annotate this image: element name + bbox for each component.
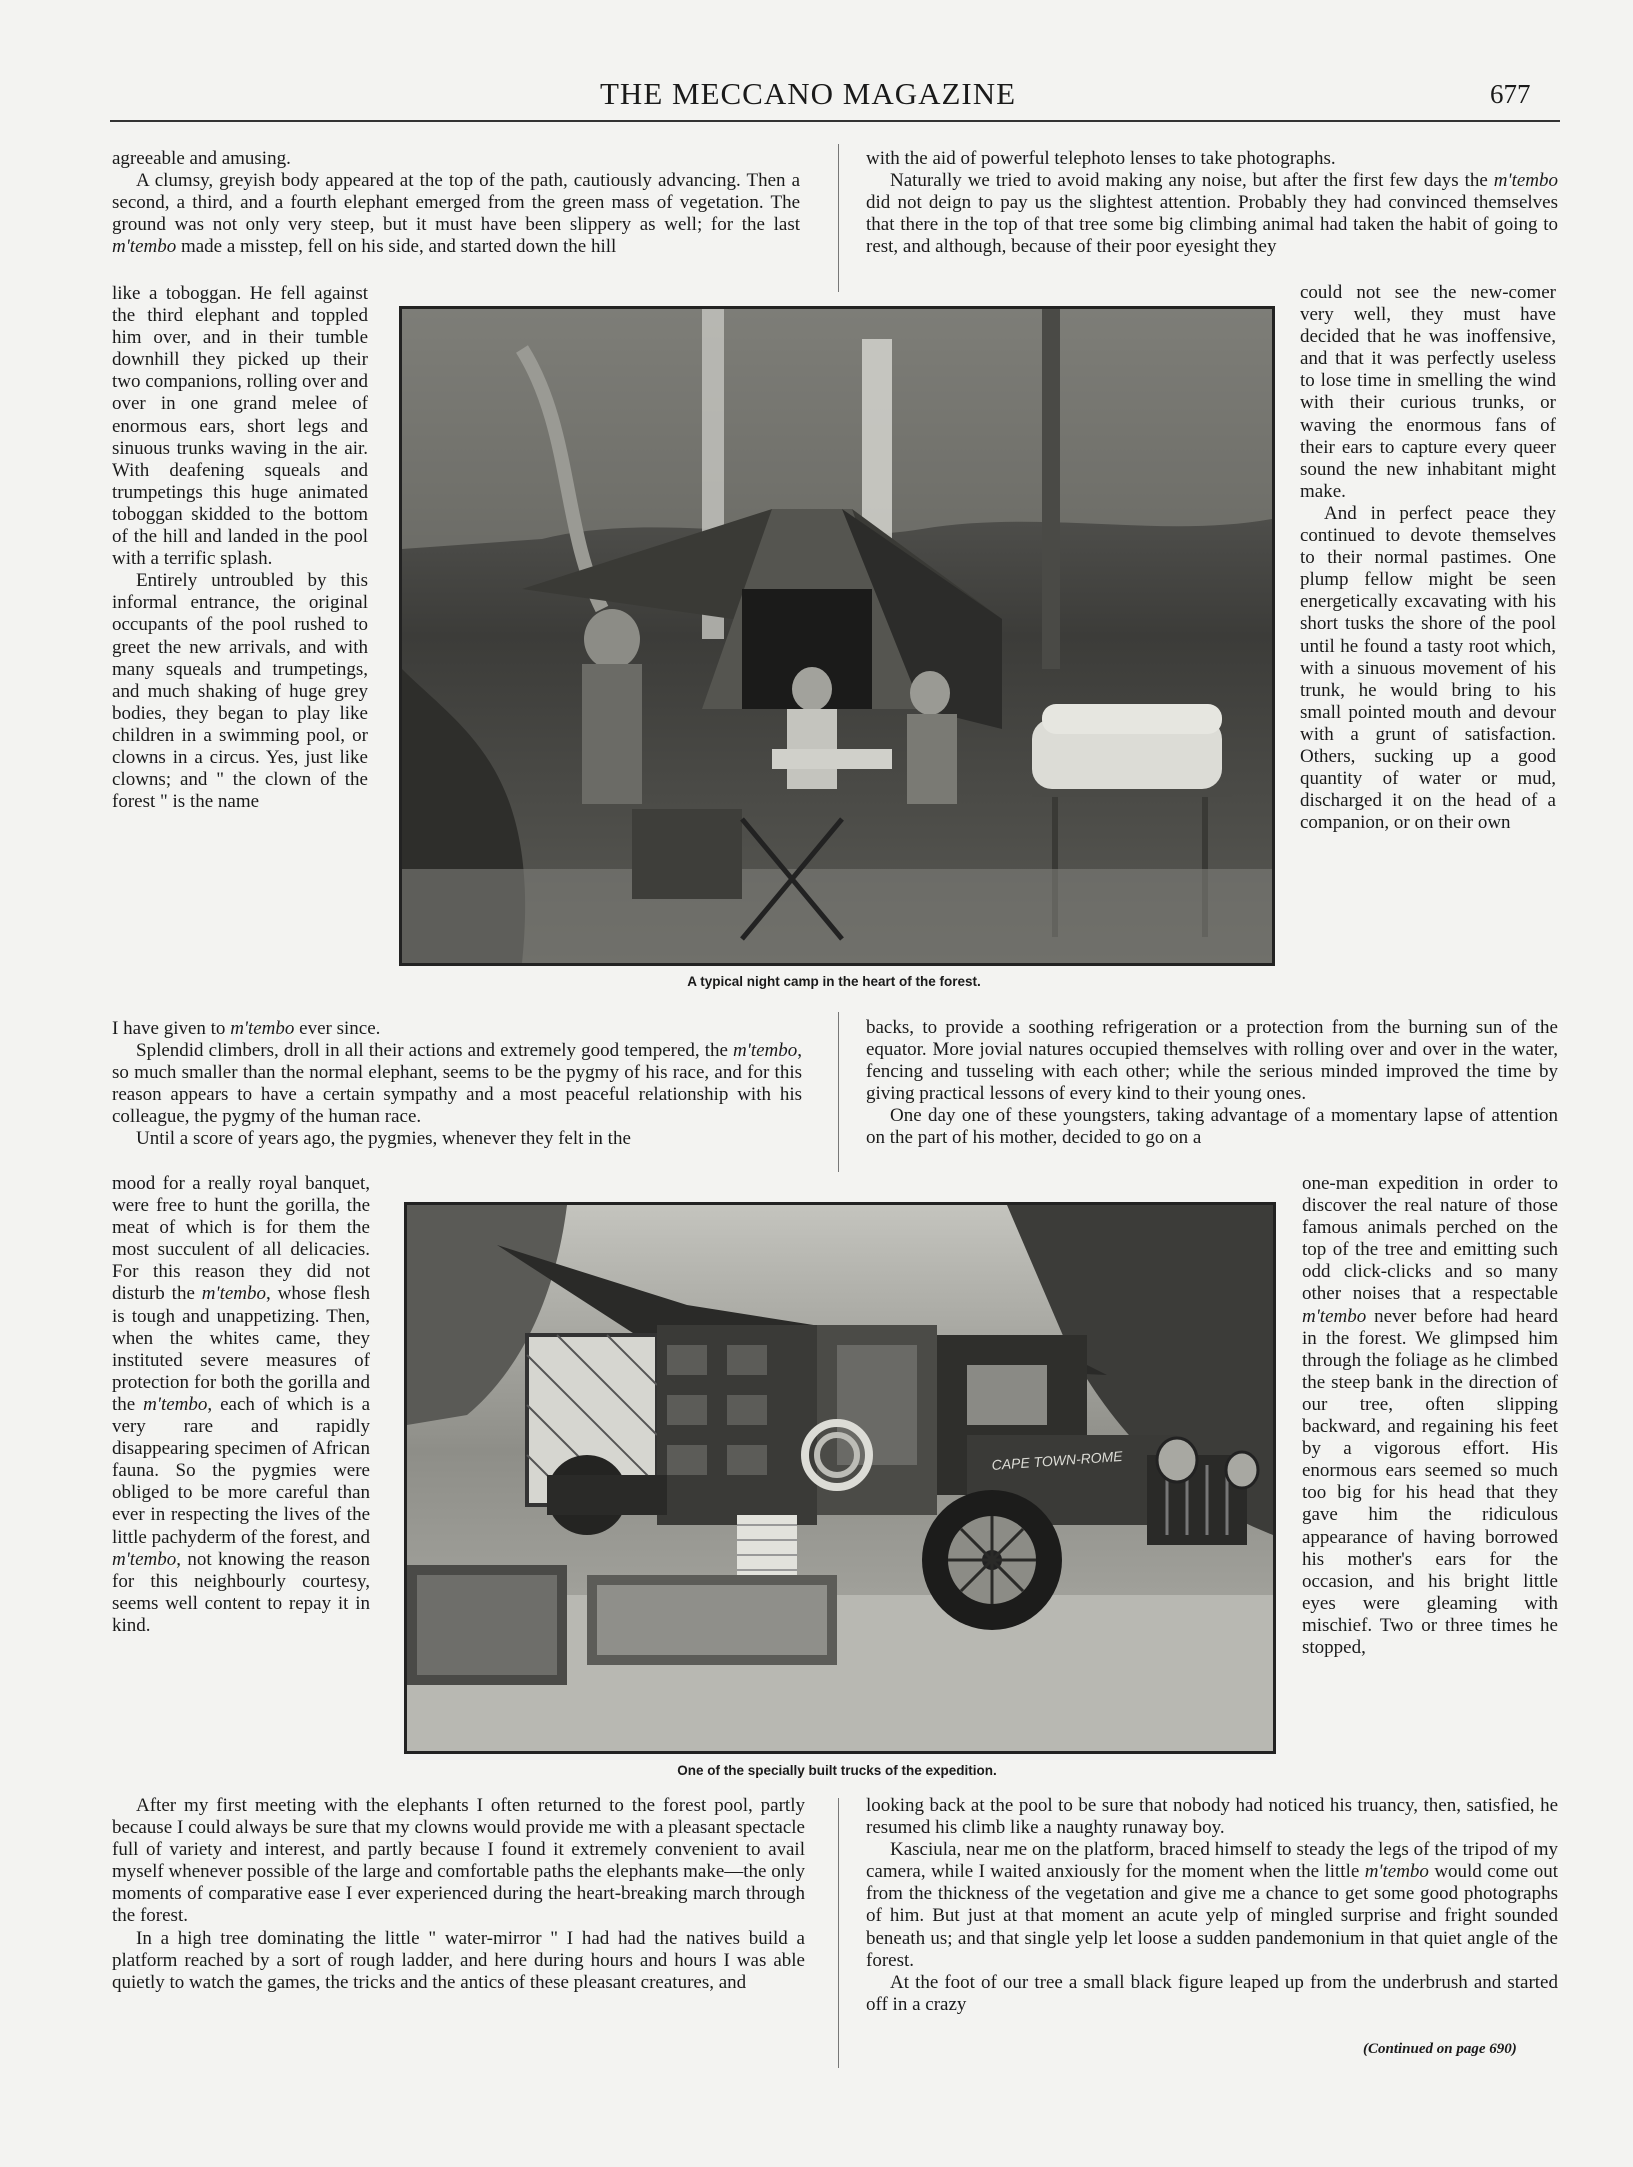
paragraph: mood for a really royal banquet, were free to hunt the gorilla, the meat of which is for them the most succulent of all delicacies. For this reason they did not disturb the m'tembo, whose flesh is tough and unappetizing. Then, when the whites came, they instituted severe measures of protection for both the gorilla and the m'tembo, each of which is a very rare and rapidly disappearing specimen of African fauna. So the pygmies were obliged to be more careful than ever in respecting the lives of the little pachyderm of the forest, and m'tembo, not knowing the reason for this neighbourly courtesy, seems well content to repay it in kind. xyxy=(112,1173,371,1636)
truck-photo xyxy=(404,1202,1276,1754)
paragraph: After my first meeting with the elephants I often returned to the forest pool, partly because I could always be sure that my clowns would provide me with a pleasant spectacle full of variety and interest, and partly because I found it extremely convenient to avail myself whenever possible of the large and comfortable paths the elephants make—the only moments of comparative ease I ever experienced during the heart-breaking march through the forest. xyxy=(112,1795,805,1927)
paragraph: I have given to m'tembo ever since. xyxy=(112,1018,381,1039)
left-column-text-b xyxy=(112,283,368,813)
column-divider xyxy=(838,1798,839,2068)
paragraph: Splendid climbers, droll in all their actions and extremely good tempered, the m'tembo, so much smaller than the normal elephant, seems to be the pygmy of his race, and for this reason appears to have a certain sympathy and a most peaceful relationship with his colleague, the pygmy of the human race. xyxy=(112,1040,802,1128)
camp-photo-caption: A typical night camp in the heart of the forest. xyxy=(687,974,981,989)
paragraph: with the aid of powerful telephoto lenses to take photographs. xyxy=(866,148,1336,169)
magazine-title: THE MECCANO MAGAZINE xyxy=(600,76,1017,111)
paragraph: could not see the new-comer very well, they must have decided that he was inoffensive, and that it was perfectly useless to lose time in smelling the wind with their curious trunks, or waving the enormous fans of their ears to capture every queer sound the new inhabitant might make. xyxy=(1300,282,1556,502)
truck-photo-caption: One of the specially built trucks of the expedition. xyxy=(677,1763,997,1778)
right-column-text-b xyxy=(1300,282,1556,834)
paragraph: one-man expedition in order to discover the real nature of those famous animals perched on the top of the tree and emitting such odd click-clicks and so many other noises that a respectable m'tembo never before had heard in the forest. We glimpsed him through the foliage as he climbed the steep bank in the direction of our tree, often slipping backward, and regaining his feet by a vigorous effort. His enormous ears seemed so much too big for his head that they gave him the ridiculous appearance of having borrowed his mother's ears for the occasion, and his bright little eyes were gleaming with mischief. Two or three times he stopped, xyxy=(1302,1173,1558,1658)
paragraph: Kasciula, near me on the platform, braced himself to steady the legs of the tripod of my camera, while I waited anxiously for the moment when the little m'tembo would come out from the thickness of the vegetation and give me a chance to get some good photographs of him. But just at that moment an acute yelp of mingled surprise and fright sounded beneath us; and that single yelp let loose a sudden pandemonium in that quiet angle of the forest. xyxy=(866,1839,1558,1971)
right-column-text-e xyxy=(866,1795,1558,2016)
paragraph: looking back at the pool to be sure that nobody had noticed his truancy, then, satisfied, he resumed his climb like a naughty runaway boy. xyxy=(866,1795,1558,1839)
right-column-text-d xyxy=(1302,1173,1558,1659)
column-divider xyxy=(838,1012,839,1172)
paragraph: A clumsy, greyish body appeared at the top of the path, cautiously advancing. Then a second, a third, and a fourth elephant emerged from the green mass of vegetation. The ground was not only very steep, but it must have been slippery as well; for the last m'tembo made a misstep, fell on his side, and started down the hill xyxy=(112,170,800,258)
paragraph: At the foot of our tree a small black figure leaped up from the underbrush and started off in a crazy xyxy=(866,1971,1558,2015)
header-rule xyxy=(110,120,1560,122)
left-column-text-e xyxy=(112,1795,805,1994)
left-column-text-d xyxy=(112,1173,370,1637)
paragraph: like a toboggan. He fell against the third elephant and toppled him over, and in their tumble downhill they picked up their two companions, rolling over and over in one grand melee of enormous ears, short legs and sinuous trunks waving in the air. With deafening squeals and trumpetings this huge animated toboggan skidded to the bottom of the hill and landed in the pool with a terrific splash. xyxy=(112,283,368,570)
left-column-text-c xyxy=(112,1018,802,1151)
column-divider xyxy=(838,144,839,292)
page-header xyxy=(110,76,1560,116)
right-column-text-a xyxy=(866,148,1558,258)
paragraph: agreeable and amusing. xyxy=(112,148,291,169)
continued-note: (Continued on page 690) xyxy=(1363,2041,1517,2057)
paragraph: One day one of these youngsters, taking advantage of a momentary lapse of attention on the part of his mother, decided to go on a xyxy=(866,1105,1558,1149)
paragraph: Entirely untroubled by this informal entrance, the original occupants of the pool rushed to greet the new arrivals, and with many squeals and trumpetings, and much shaking of huge grey bodies, they began to play like children in a swimming pool, or clowns in a circus. Yes, just like clowns; and " the clown of the forest " is the name xyxy=(112,570,368,813)
right-column-text-c xyxy=(866,1017,1558,1150)
left-column-text-a xyxy=(112,148,800,258)
truck-side-lettering: CAPE TOWN-ROME xyxy=(991,1447,1124,1473)
paragraph: Naturally we tried to avoid making any noise, but after the first few days the m'tembo did not deign to pay us the slightest attention. Probably they had convinced themselves that there in the top of that tree some big climbing animal had taken the habit of going to rest, and although, because of their poor eyesight they xyxy=(866,170,1558,258)
paragraph: backs, to provide a soothing refrigeration or a protection from the burning sun of the equator. More jovial natures occupied themselves with rolling over and over in the water, fencing and tusseling with each other; while the serious minded improved the time by giving practical lessons of every kind to their young ones. xyxy=(866,1017,1558,1105)
page-number: 677 xyxy=(1490,79,1531,109)
paragraph: In a high tree dominating the little " water-mirror " I had had the natives build a platform reached by a sort of rough ladder, and here during hours and hours I was able quietly to watch the games, the tricks and the antics of these pleasant creatures, and xyxy=(112,1927,805,1993)
camp-photo xyxy=(399,306,1275,966)
paragraph: And in perfect peace they continued to devote themselves to their normal pastimes. One plump fellow might be seen energetically excavating with his short tusks the shore of the pool until he found a tasty root which, with a sinuous movement of his trunk, he would bring to his small pointed mouth and devour with a grunt of satisfaction. Others, sucking up a good quantity of water or mud, discharged it on the head of a companion, or on their own xyxy=(1300,502,1556,834)
paragraph: Until a score of years ago, the pygmies, whenever they felt in the xyxy=(136,1128,631,1150)
